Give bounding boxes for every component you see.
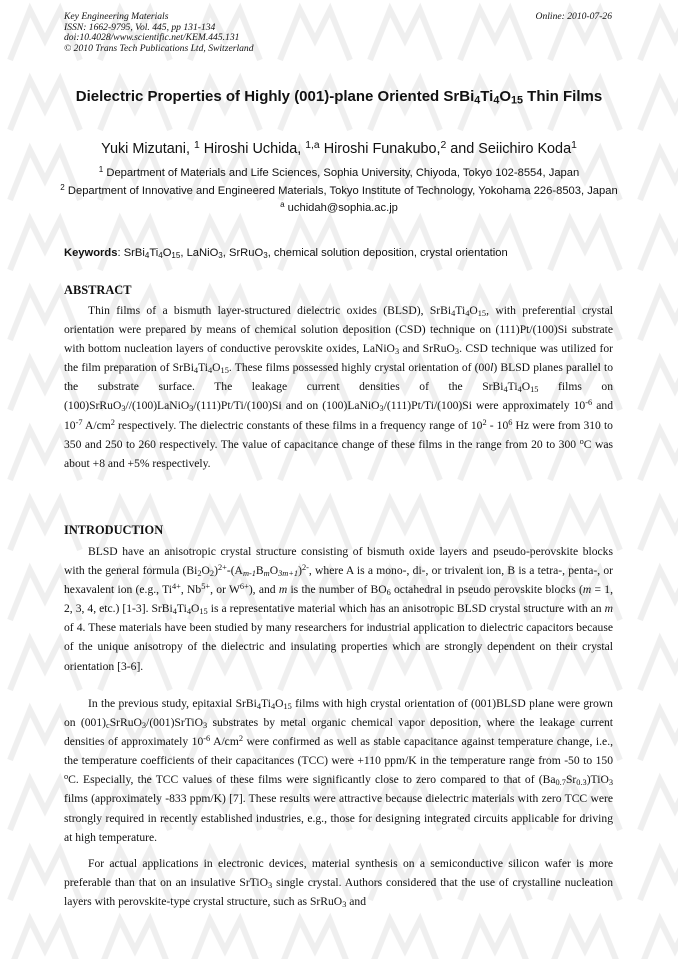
introduction-heading: INTRODUCTION <box>64 523 164 537</box>
copyright-line: © 2010 Trans Tech Publications Ltd, Switzerland <box>64 42 254 54</box>
doi-line: doi:10.4028/www.scientific.net/KEM.445.131 <box>64 32 240 44</box>
abstract-heading: ABSTRACT <box>64 283 132 297</box>
email-line: $^a$ uchidah@sophia.ac.jp <box>280 199 398 214</box>
intro-paragraph-2: In the previous study, epitaxial $SrBi_4Ti_4O_{15}$ films with high crystal orientation of (001)BLSD plane were grown on $(001)_cSrRuO_3/(001)SrTiO_3$ substrates by metal organic chemical vapor deposition, where the leakage current densities of approximately $10^{-6}$ $A/cm^2$ were confirmed as well as stable capacitance against temperature change, i.e., the temperature coefficients of their capacitances (TCC) were +110 ppm/K in the temperature range from -50 to 150 $^o$C. Especially, the TCC values of these films were significantly close to zero compared to that of $(Ba_{0.7}Sr_{0.3})TiO_3$ films (approximately -833 ppm/K) [7]. These results were attractive because dielectric materials with zero TCC were strongly required in recently established industries, e.g., those for designing integrated circuits applicable for driving at high temperature. <box>64 697 613 844</box>
keywords: Keywords: $SrBi_4Ti_4O_{15}$, LaNiO$_3$, SrRuO$_3$, chemical solution deposition, crystal orientation <box>64 247 508 261</box>
online-date: Online: 2010-07-26 <box>535 11 612 22</box>
affiliation-1: $^1$ Department of Materials and Life Sciences, Sophia University, Chiyoda, Tokyo 102-8554, Japan <box>98 164 580 179</box>
journal-header <box>64 12 254 54</box>
intro-paragraph-1: BLSD have an anisotropic crystal structure consisting of bismuth oxide layers and pseudo-perovskite blocks with the general formula $(Bi_2O_2)^{2+}-(A_{m-1}B_mO_{3m+1})^{2-}$, where A is a mono-, di-, or trivalent ion, B is a tetra-, penta-, or hexavalent ion (e.g., $Ti^{4+}$, $Nb^{5+}$, or $W^{6+}$), and m is the number of $BO_6$ octahedral in pseudo perovskite blocks (m = 1, 2, 3, 4, etc.) [1-3]. $SrBi_4Ti_4O_{15}$ is a representative material which has an anisotropic BLSD crystal structure with an m of 4. These materials have been studied by many researchers for industrial application to dielectric capacitors because of the unique anisotropy of the dielectric and insulating properties which are strongly dependent on their crystal orientation [3-6]. <box>64 545 614 673</box>
paper-title: Dielectric Properties of Highly (001)-plane Oriented $SrBi_4Ti_4O_{15}$ Thin Films <box>75 88 603 107</box>
intro-paragraph-3: For actual applications in electronic devices, material synthesis on a semiconductive silicon wafer is more preferable than that on an insulative SrTiO$_3$ single crystal. Authors considered that the use of crystalline nucleation layers with perovskite-type crystal structure, such as SrRuO$_3$ and <box>64 857 613 910</box>
affiliation-2: $^2$ Department of Innovative and Engineered Materials, Tokyo Institute of Technology, Yokohama 226-8503, Japan <box>60 182 618 197</box>
affiliations <box>60 165 618 218</box>
author-list: Yuki Mizutani, $^1$ Hiroshi Uchida, $^{1,a}$ Hiroshi Funakubo,$^2$ and Seiichiro Koda$^1$ <box>101 139 577 157</box>
abstract-text: Thin films of a bismuth layer-structured dielectric oxides (BLSD), $SrBi_4Ti_4O_{15}$, with preferential crystal orientation were prepared by means of chemical solution deposition (CSD) technique on (111)Pt/(100)Si substrate with bottom nucleation layers of conductive perovskite oxides, LaNiO$_3$ and SrRuO$_3$. CSD technique was utilized for the film preparation of $SrBi_4Ti_4O_{15}$. These films possessed highly crystal orientation of (00l) BLSD planes parallel to the substrate surface. The leakage current densities of the $SrBi_4Ti_4O_{15}$ films on (100)SrRuO$_3$//(100)LaNiO$_3$/(111)Pt/Ti/(100)Si and on (100)LaNiO$_3$/(111)Pt/Ti/(100)Si were approximately $10^{-6}$ and $10^{-7}$ $A/cm^2$ respectively. The dielectric constants of these films in a frequency range of $10^2 - 10^6$ Hz were from 310 to 350 and 250 to 260 respectively. The value of capacitance change of these films in the range from 20 to 300 $^o$C was about +8 and +5% respectively. <box>64 304 613 470</box>
journal-name: Key Engineering Materials <box>64 11 169 22</box>
email-link[interactable]: uchidah@sophia.ac.jp <box>287 202 398 214</box>
issn-line: ISSN: 1662-9795, Vol. 445, pp 131-134 <box>64 21 216 33</box>
